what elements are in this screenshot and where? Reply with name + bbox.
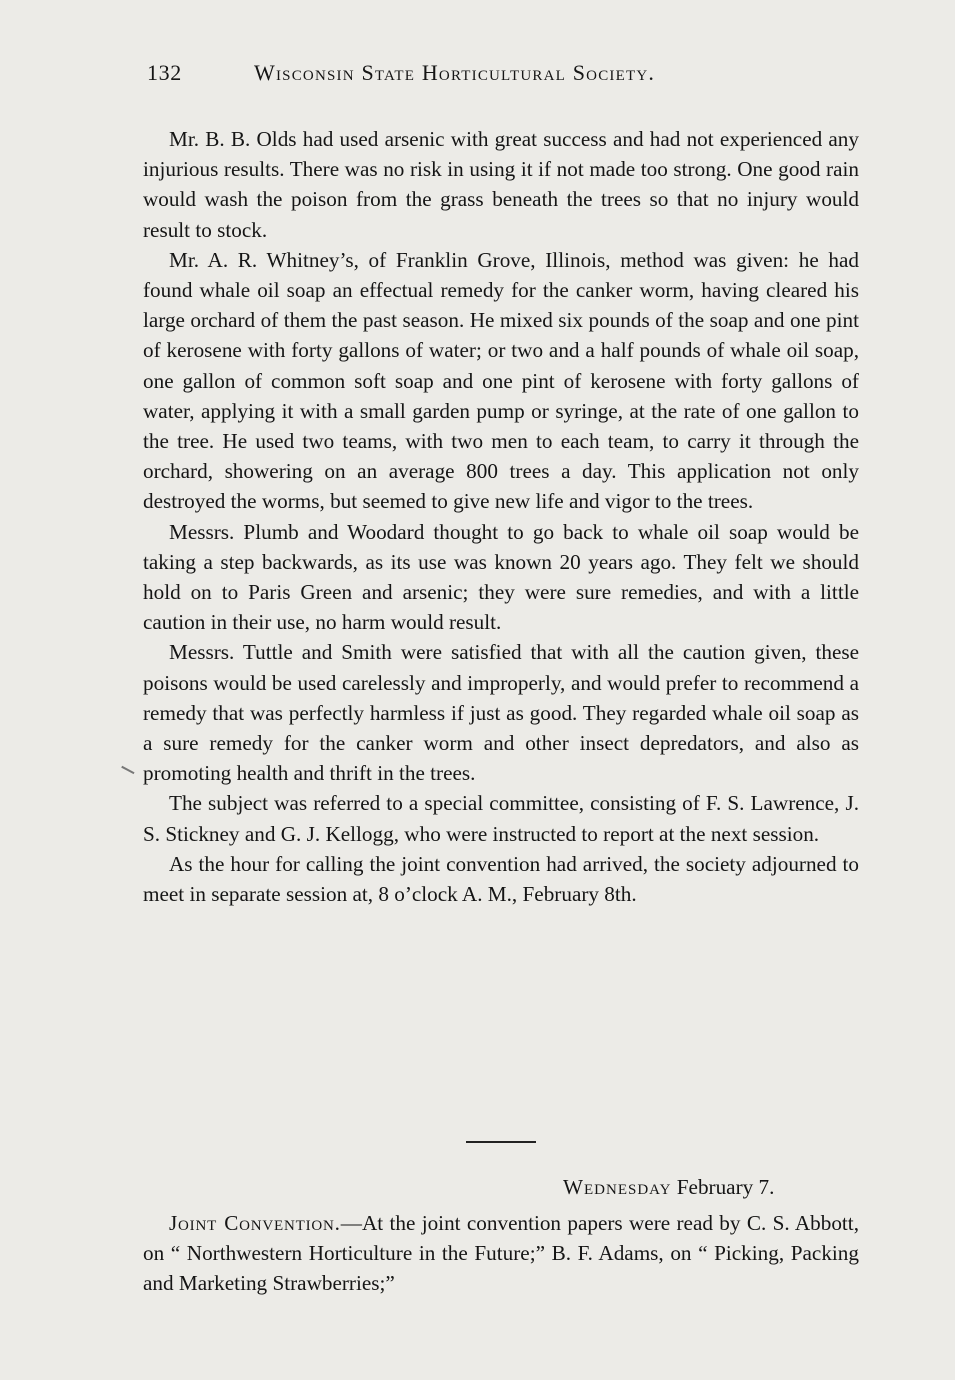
paragraph-adjournment: As the hour for calling the joint convention had arrived, the society adjourned to meet in separate session at, 8 o’clock A. M., February 8th. bbox=[143, 851, 859, 907]
running-title: Wisconsin State Horticultural Society. bbox=[254, 60, 656, 85]
paragraph-joint-convention bbox=[143, 1208, 859, 1299]
joint-convention-section bbox=[143, 1208, 859, 1299]
paragraph-whitney: Mr. A. R. Whitney’s, of Franklin Grove, Illinois, method was given: he had found whale oil soap an effectual remedy for the canker worm, having cleared his large orchard of them the past season. He mixed six pounds of the soap and one pint of kerosene with forty gallons of water; or two and a half pounds of whale oil soap, one gallon of common soft soap and one pint of kerosene with forty gallons of water, applying it with a small garden pump or syringe, at the rate of one gallon to the tree. He used two teams, with two men to each team, to carry it through the orchard, showering on an average 800 trees a day. This application not only destroyed the worms, but seemed to give new life and vigor to the trees. bbox=[143, 247, 859, 514]
page-number: 132 bbox=[147, 60, 182, 85]
paragraph-olds: Mr. B. B. Olds had used arsenic with great success and had not experienced any injurious results. There was no risk in using it if not made too strong. One good rain would wash the poison from the grass beneath the trees so that no injury would result to stock. bbox=[143, 127, 859, 242]
running-header bbox=[143, 60, 863, 94]
joint-convention-lead: Joint Convention. bbox=[169, 1211, 341, 1235]
joint-convention-text: —At the joint convention papers were read by C. S. Abbott, on “ Northwestern Horticulture in the Future;” B. F. Adams, on “ Picking, Packing and Marketing Strawberries;” bbox=[143, 1211, 859, 1296]
paragraph-tuttle-smith: Messrs. Tuttle and Smith were satisfied that with all the caution given, these poisons would be used carelessly and improperly, and would prefer to recommend a remedy that was perfectly harmless if just as good. They regarded whale oil soap as a sure remedy for the canker worm and other insect depredators, and also as promoting health and thrift in the trees. bbox=[143, 640, 859, 786]
paragraph-committee: The subject was referred to a special committee, consisting of F. S. Lawrence, J. S. Stickney and G. J. Kellogg, who were instructed to report at the next session. bbox=[143, 791, 859, 846]
dateline-day: Wednesday bbox=[563, 1175, 672, 1199]
margin-mark bbox=[121, 766, 134, 774]
section-divider bbox=[466, 1141, 536, 1143]
dateline bbox=[563, 1172, 774, 1202]
paragraph-plumb-woodard: Messrs. Plumb and Woodard thought to go back to whale oil soap would be taking a step backwards, as its use was known 20 years ago. They felt we should hold on to Paris Green and arsenic; they were sure remedies, and with a little caution in their use, no harm would result. bbox=[143, 519, 859, 635]
dateline-date: February 7. bbox=[676, 1175, 775, 1199]
body-text bbox=[143, 124, 859, 909]
